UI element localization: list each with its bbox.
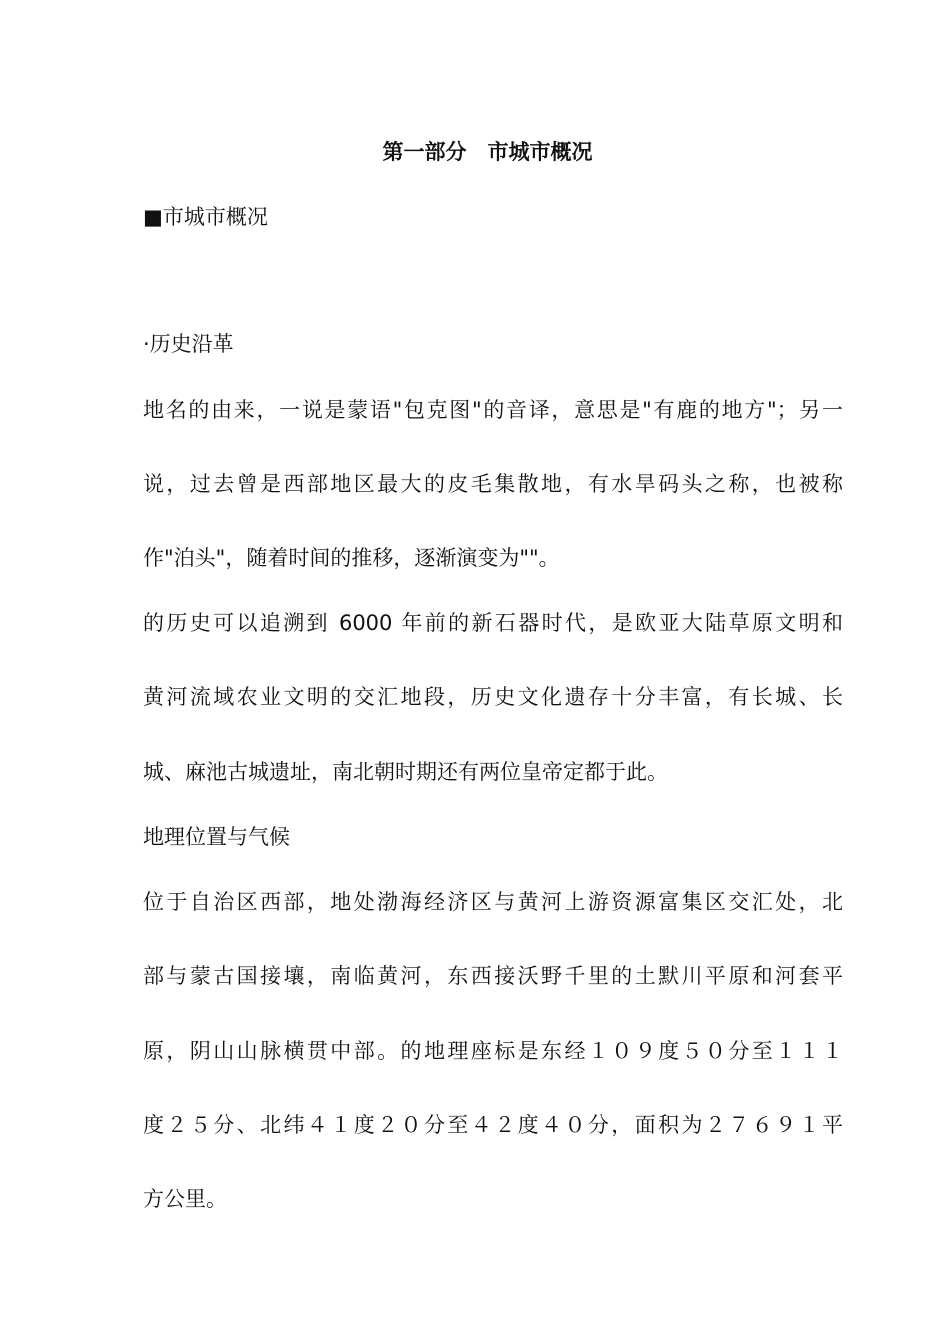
paragraph-line: 度２５分、北纬４１度２０分至４２度４０分，面积为２７６９１平: [143, 1113, 843, 1137]
paragraph-line: 地名的由来，一说是蒙语"包克图"的音译，意思是"有鹿的地方"；另一: [143, 398, 843, 422]
paragraph-line: 黄河流域农业文明的交汇地段，历史文化遗存十分丰富，有长城、长: [143, 685, 843, 709]
paragraph-line: 作"泊头"，随着时间的推移，逐渐演变为""。: [143, 546, 560, 570]
paragraph-line: 的历史可以追溯到 6000 年前的新石器时代，是欧亚大陆草原文明和: [143, 611, 843, 635]
paragraph-line: 方公里。: [143, 1187, 227, 1211]
section-heading: ■市城市概况: [143, 205, 268, 229]
paragraph-line: 原，阴山山脉横贯中部。的地理座标是东经１０９度５０分至１１１: [143, 1039, 843, 1063]
paragraph-line: 城、麻池古城遗址，南北朝时期还有两位皇帝定都于此。: [143, 760, 668, 784]
geography-heading: 地理位置与气候: [143, 825, 290, 849]
page-title: 第一部分 市城市概况: [382, 140, 593, 164]
history-heading: ·历史沿革: [143, 332, 234, 356]
paragraph-line: 部与蒙古国接壤，南临黄河，东西接沃野千里的土默川平原和河套平: [143, 964, 843, 988]
paragraph-line: 位于自治区西部，地处渤海经济区与黄河上游资源富集区交汇处，北: [143, 890, 843, 914]
paragraph-line: 说，过去曾是西部地区最大的皮毛集散地，有水旱码头之称，也被称: [143, 472, 843, 496]
